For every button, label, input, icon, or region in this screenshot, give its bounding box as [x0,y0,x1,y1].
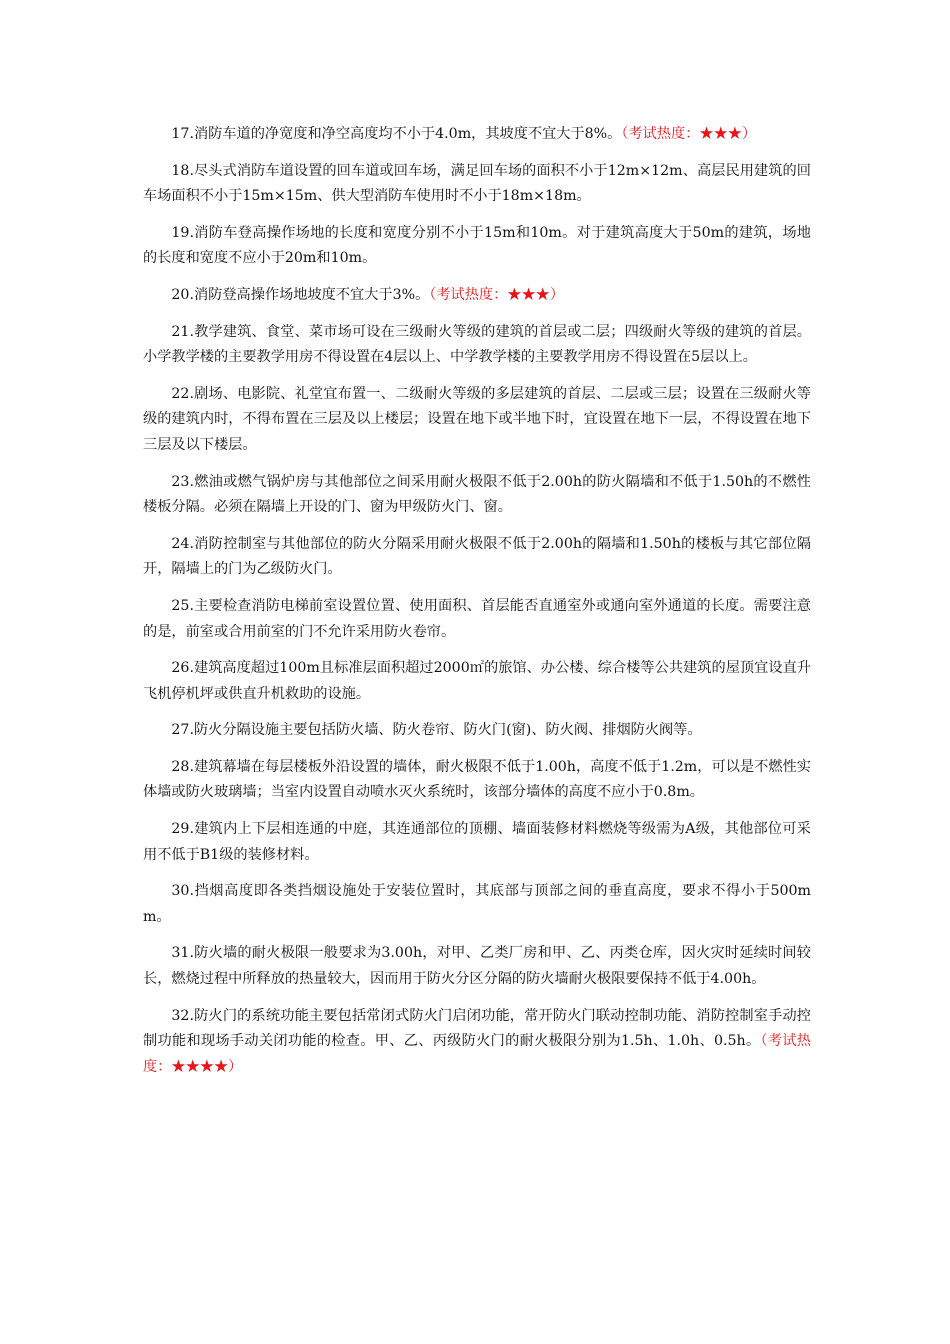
item-20-exam-heat: （考试热度：★★★） [429,286,565,303]
item-17 [143,122,811,148]
item-17-exam-heat: （考试热度：★★★） [621,126,757,142]
item-21 [143,320,811,371]
item-28 [143,755,811,806]
item-27-text: 27.防火分隔设施主要包括防火墙、防火卷帘、防火门(窗)、防火阀、排烟防火阀等。 [171,722,702,739]
item-29-text: 29.建筑内上下层相连通的中庭，其连通部位的顶棚、墙面装修材料燃烧等级需为A级，其他部位可采用不低于B1级的装修材料。 [143,821,811,863]
item-24-text: 24.消防控制室与其他部位的防火分隔采用耐火极限不低于2.00h的隔墙和1.50h的楼板与其它部位隔开，隔墙上的门为乙级防火门。 [143,535,811,578]
item-32-text: 32.防火门的系统功能主要包括常闭式防火门启闭功能，常开防火门联动控制功能、消防控制室手动控制功能和现场手动关闭功能的检查。甲、乙、丙级防火门的耐火极限分别为1.5h、1.0h、0.5h。 [143,1007,811,1050]
item-21-text: 21.教学建筑、食堂、菜市场可设在三级耐火等级的建筑的首层或二层；四级耐火等级的建筑的首层。小学教学楼的主要教学用房不得设置在4层以上、中学教学楼的主要教学用房不得设置在5层以上。 [143,323,811,366]
item-25 [143,594,811,645]
document-page [143,122,811,1091]
item-30-text: 30.挡烟高度即各类挡烟设施处于安装位置时，其底部与顶部之间的垂直高度，要求不得小于500mm。 [143,883,811,925]
item-22-text: 22.剧场、电影院、礼堂宜布置一、二级耐火等级的多层建筑的首层、二层或三层；设置在三级耐火等级的建筑内时，不得布置在三层及以上楼层；设置在地下或半地下时，宜设置在地下一层，不得设置在地下三层及以下楼层。 [143,385,811,453]
item-23-text: 23.燃油或燃气锅炉房与其他部位之间采用耐火极限不低于2.00h的防火隔墙和不低于1.50h的不燃性楼板分隔。必须在隔墙上开设的门、窗为甲级防火门、窗。 [143,473,811,516]
item-30 [143,879,811,930]
item-25-text: 25.主要检查消防电梯前室设置位置、使用面积、首层能否直通室外或通向室外通道的长度。需要注意的是，前室或合用前室的门不允许采用防火卷帘。 [143,597,811,640]
item-28-text: 28.建筑幕墙在每层楼板外沿设置的墙体，耐火极限不低于1.00h，高度不低于1.2m，可以是不燃性实体墙或防火玻璃墙；当室内设置自动喷水灭火系统时，该部分墙体的高度不应小于0.8m。 [143,758,811,801]
item-27 [143,718,811,744]
item-18-text: 18.尽头式消防车道设置的回车道或回车场，满足回车场的面积不小于12m×12m、高层民用建筑的回车场面积不小于15m×15m、供大型消防车使用时不小于18m×18m。 [143,162,811,205]
item-29 [143,817,811,868]
item-23 [143,470,811,521]
item-24 [143,532,811,583]
item-17-text: 17.消防车道的净宽度和净空高度均不小于4.0m，其坡度不宜大于8%。 [171,126,622,142]
item-31 [143,941,811,992]
item-20 [143,283,811,309]
item-26 [143,656,811,707]
item-22 [143,382,811,459]
item-32 [143,1004,811,1081]
item-31-text: 31.防火墙的耐火极限一般要求为3.00h，对甲、乙类厂房和甲、乙、丙类仓库，因火灾时延续时间较长，燃烧过程中所释放的热量较大，因而用于防火分区分隔的防火墙耐火极限要保持不低于4.00h。 [143,945,811,988]
item-32-exam-heat: （考试热度：★★★★） [143,1033,811,1075]
item-20-text: 20.消防登高操作场地坡度不宜大于3%。 [171,286,430,303]
item-19-text: 19.消防车登高操作场地的长度和宽度分别不小于15m和10m。对于建筑高度大于50m的建筑，场地的长度和宽度不应小于20m和10m。 [143,224,811,267]
item-18 [143,159,811,210]
item-26-text: 26.建筑高度超过100m且标准层面积超过2000㎡的旅馆、办公楼、综合楼等公共建筑的屋顶宜设直升飞机停机坪或供直升机救助的设施。 [143,660,811,702]
item-19 [143,221,811,272]
